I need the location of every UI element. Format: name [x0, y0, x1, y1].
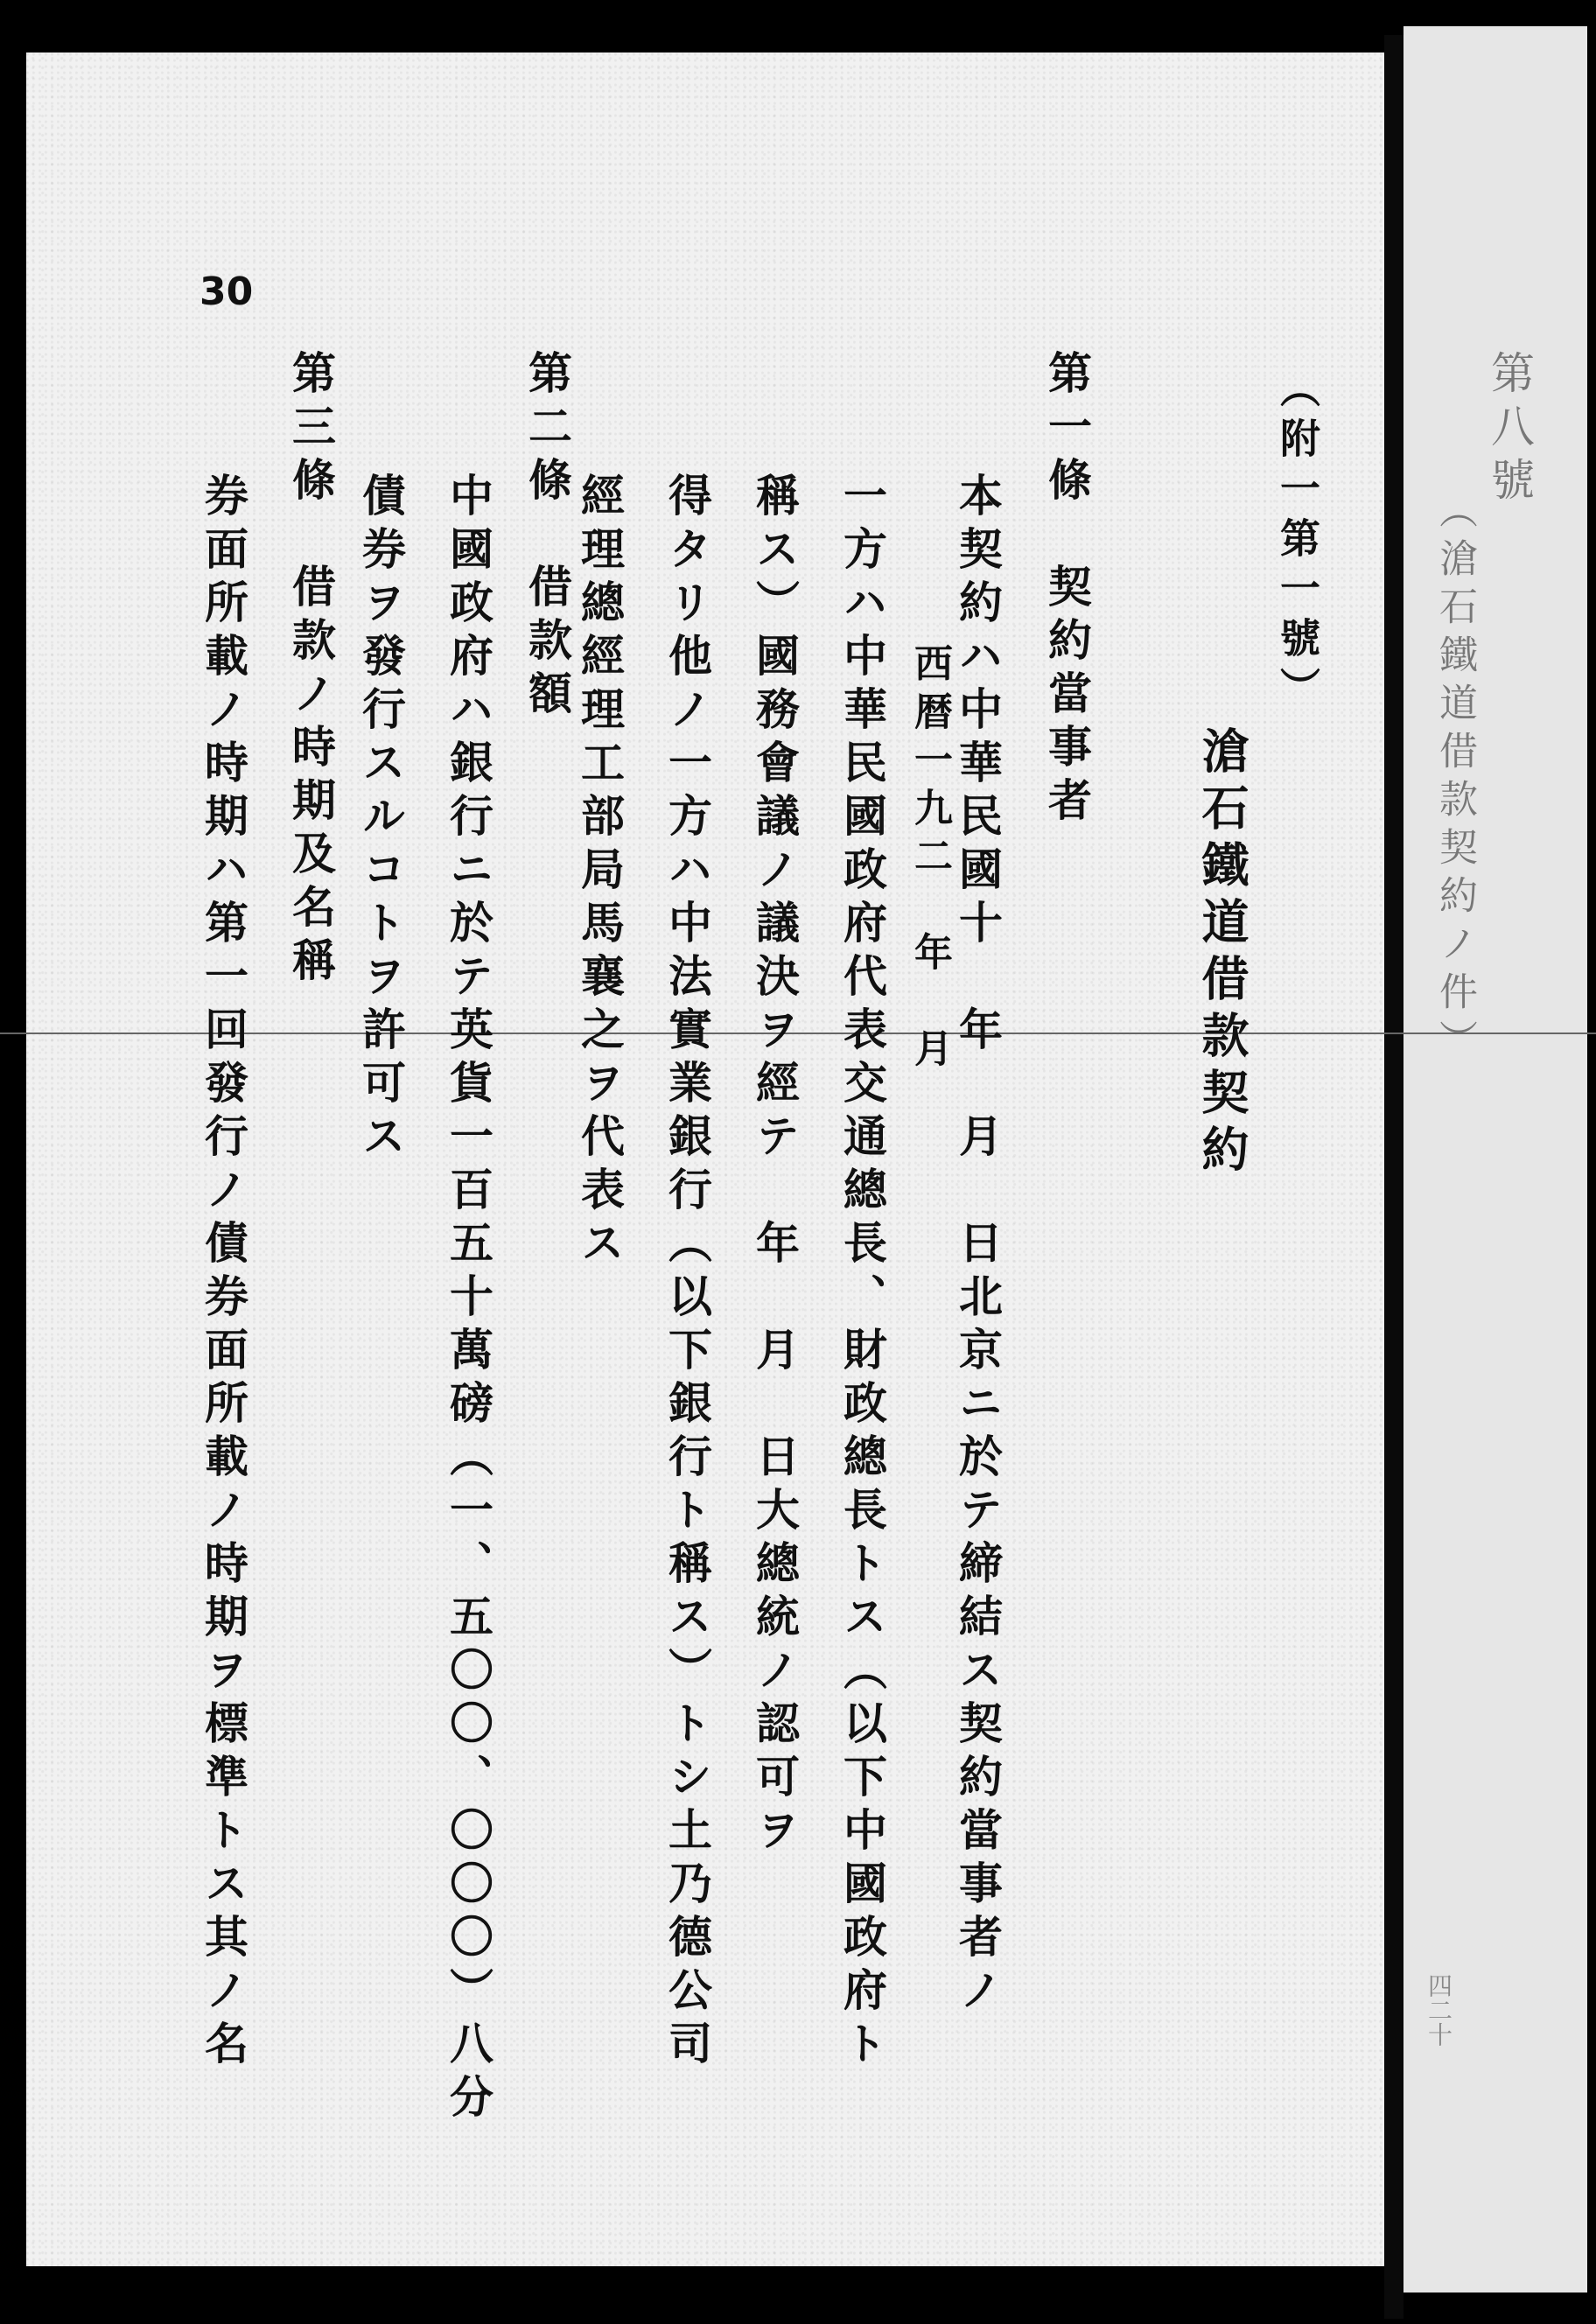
article3-heading: 第三條 借款ノ時期及名稱: [285, 350, 337, 990]
article1-line: 經理總經理工部局馬襄之ヲ代表ス: [574, 472, 626, 1273]
side-folio: 四二十: [1424, 1973, 1453, 2047]
article1-heading: 第一條 契約當事者: [1041, 350, 1093, 830]
article1-line: 稱ス）國務會議ノ議決ヲ經テ 年 月 日大總統ノ認可ヲ: [749, 472, 801, 1860]
article1-line: 西暦一九二 年 月: [907, 595, 952, 1076]
article1-line: 一方ハ中華民國政府代表交通總長、財政總長トス（以下中國政府ト: [836, 472, 888, 2074]
page-number: 30: [200, 270, 254, 314]
article1-line: 得タリ他ノ一方ハ中法實業銀行（以下銀行ト稱ス）トシ土乃德公司: [662, 472, 713, 2074]
article2-line: 債券ヲ發行スルコトヲ許可ス: [355, 472, 407, 1166]
article3-line: 券面所載ノ時期ハ第一回發行ノ債券面所載ノ時期ヲ標準トス其ノ名: [198, 472, 249, 2074]
contract-title: 滄石鐵道借款契約: [1194, 726, 1250, 1181]
attachment-label: （附一第一號）: [1274, 368, 1321, 717]
page-divider: [1384, 35, 1404, 2319]
article2-heading: 第二條 借款額: [522, 350, 573, 724]
side-note: （滄石鐵道借款契約ノ件）: [1432, 490, 1477, 1068]
article1-line: 本契約ハ中華民國十 年 月 日北京ニ於テ締結ス契約當事者ノ: [952, 472, 1004, 2020]
article2-line: 中國政府ハ銀行ニ於テ英貨一百五十萬磅（一、五〇〇、〇〇〇）八分: [443, 472, 494, 2127]
side-header: 第八號: [1484, 350, 1535, 510]
